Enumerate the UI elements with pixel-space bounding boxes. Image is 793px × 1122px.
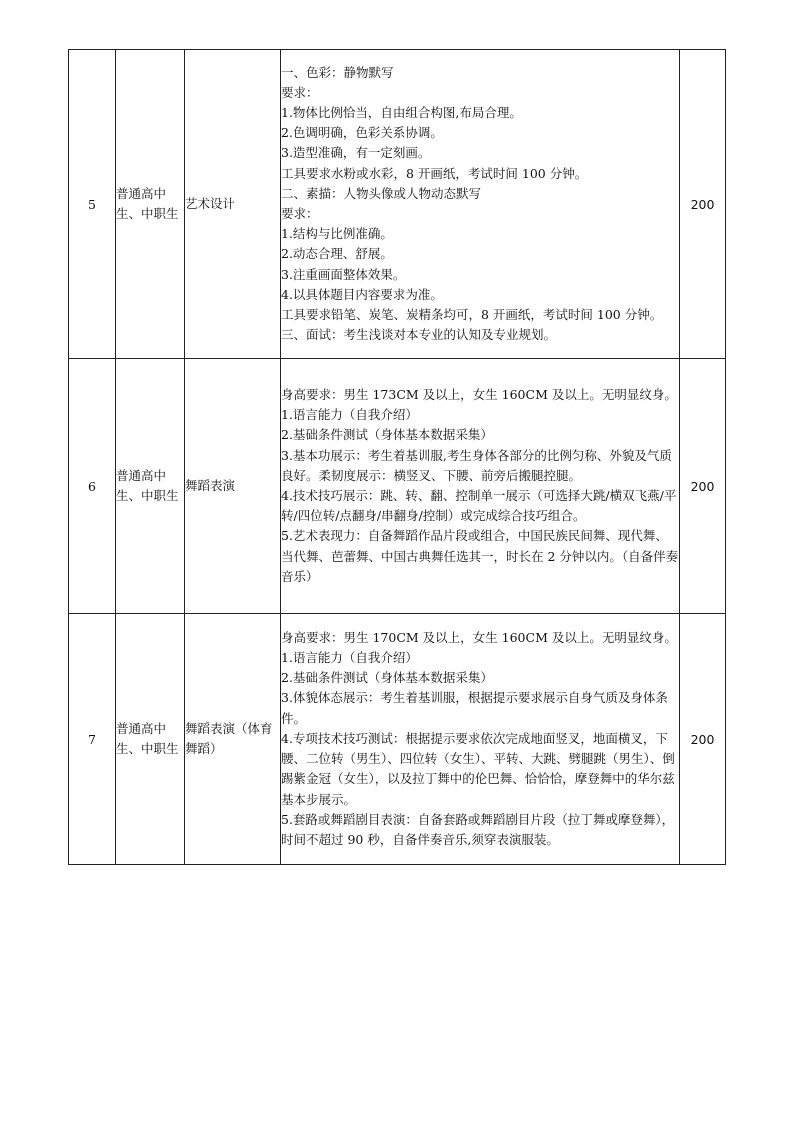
requirement-line: 1.结构与比例准确。 (281, 226, 393, 242)
requirement-line: 2.基础条件测试（身体基本数据采集） (281, 427, 493, 443)
requirement-line: 要求： (281, 84, 319, 100)
requirement-line: 三、面试：考生浅谈对本专业的认知及专业规划。 (281, 327, 557, 343)
table-row (69, 614, 726, 865)
candidate-type: 普通高中生、中职生 (116, 359, 185, 614)
table-row (69, 50, 726, 359)
requirement-line: 身高要求：男生 170CM 及以上，女生 160CM 及以上。无明显纹身。 (281, 629, 677, 645)
requirement-line: 身高要求：男生 173CM 及以上，女生 160CM 及以上。无明显纹身。 (281, 386, 677, 402)
requirement-line: 4.以具体题目内容要求为准。 (281, 286, 443, 302)
requirement-line: 工具要求水粉或水彩，8 开画纸，考试时间 100 分钟。 (281, 165, 588, 181)
requirement-line: 4.技术技巧展示：跳、转、翻、控制单一展示（可选择大跳/横双飞燕/平转/四位转/点翻身/串翻身/控制）或完成综合技巧组合。 (281, 488, 677, 524)
score-value: 200 (680, 614, 726, 865)
requirement-line: 工具要求铅笔、炭笔、炭精条均可，8 开画纸，考试时间 100 分钟。 (281, 307, 663, 323)
requirement-line: 2.动态合理、舒展。 (281, 246, 393, 262)
candidate-type: 普通高中生、中职生 (116, 50, 185, 359)
requirement-line: 3.造型准确，有一定刻画。 (281, 145, 431, 161)
row-number: 7 (69, 614, 116, 865)
requirement-line: 要求： (281, 206, 319, 221)
requirement-line: 2.色调明确，色彩关系协调。 (281, 125, 443, 141)
score-value: 200 (680, 50, 726, 359)
exam-requirements (281, 359, 680, 614)
requirement-line: 一、色彩：静物默写 (281, 64, 394, 80)
requirement-line: 5.套路或舞蹈剧目表演：自备套路或舞蹈剧目片段（拉丁舞或摩登舞），时间不超过 90 秒，自备伴奏音乐,须穿表演服装。 (281, 811, 675, 847)
requirement-line: 3.基本功展示：考生着基训服,考生身体各部分的比例匀称、外貌及气质良好。柔韧度展示：横竖叉、下腰、前旁后搬腿控腿。 (281, 447, 672, 483)
exam-requirements (281, 614, 680, 865)
requirement-line: 1.语言能力（自我介绍） (281, 650, 418, 666)
requirement-line: 5.艺术表现力：自备舞蹈作品片段或组合，中国民族民间舞、现代舞、当代舞、芭蕾舞、中国古典舞任选其一，时长在 2 分钟以内。（自备伴奏音乐） (281, 528, 679, 584)
requirement-line: 3.体貌体态展示：考生着基训服，根据提示要求展示自身气质及身体条件。 (281, 690, 668, 726)
row-number: 5 (69, 50, 116, 359)
candidate-type: 普通高中生、中职生 (116, 614, 185, 865)
requirement-line: 二、素描：人物头像或人物动态默写 (281, 185, 482, 201)
row-number: 6 (69, 359, 116, 614)
exam-requirements (281, 50, 680, 359)
table-row (69, 359, 726, 614)
requirement-line: 1.语言能力（自我介绍） (281, 407, 418, 423)
requirement-line: 4.专项技术技巧测试：根据提示要求依次完成地面竖叉，地面横叉，下腰、二位转（男生）、四位转（女生）、平转、大跳、劈腿跳（男生）、倒踢紫金冠（女生），以及拉丁舞中的伦巴舞、恰恰恰，摩登舞中的华尔兹基本步展示。 (281, 730, 675, 807)
major-name: 艺术设计 (185, 50, 281, 359)
requirement-line: 3.注重画面整体效果。 (281, 266, 406, 282)
admission-requirements-table (68, 49, 726, 865)
major-name: 舞蹈表演 (185, 359, 281, 614)
requirement-line: 2.基础条件测试（身体基本数据采集） (281, 670, 493, 686)
major-name: 舞蹈表演（体育舞蹈） (185, 614, 281, 865)
score-value: 200 (680, 359, 726, 614)
requirement-line: 1.物体比例恰当，自由组合构图,布局合理。 (281, 104, 522, 120)
